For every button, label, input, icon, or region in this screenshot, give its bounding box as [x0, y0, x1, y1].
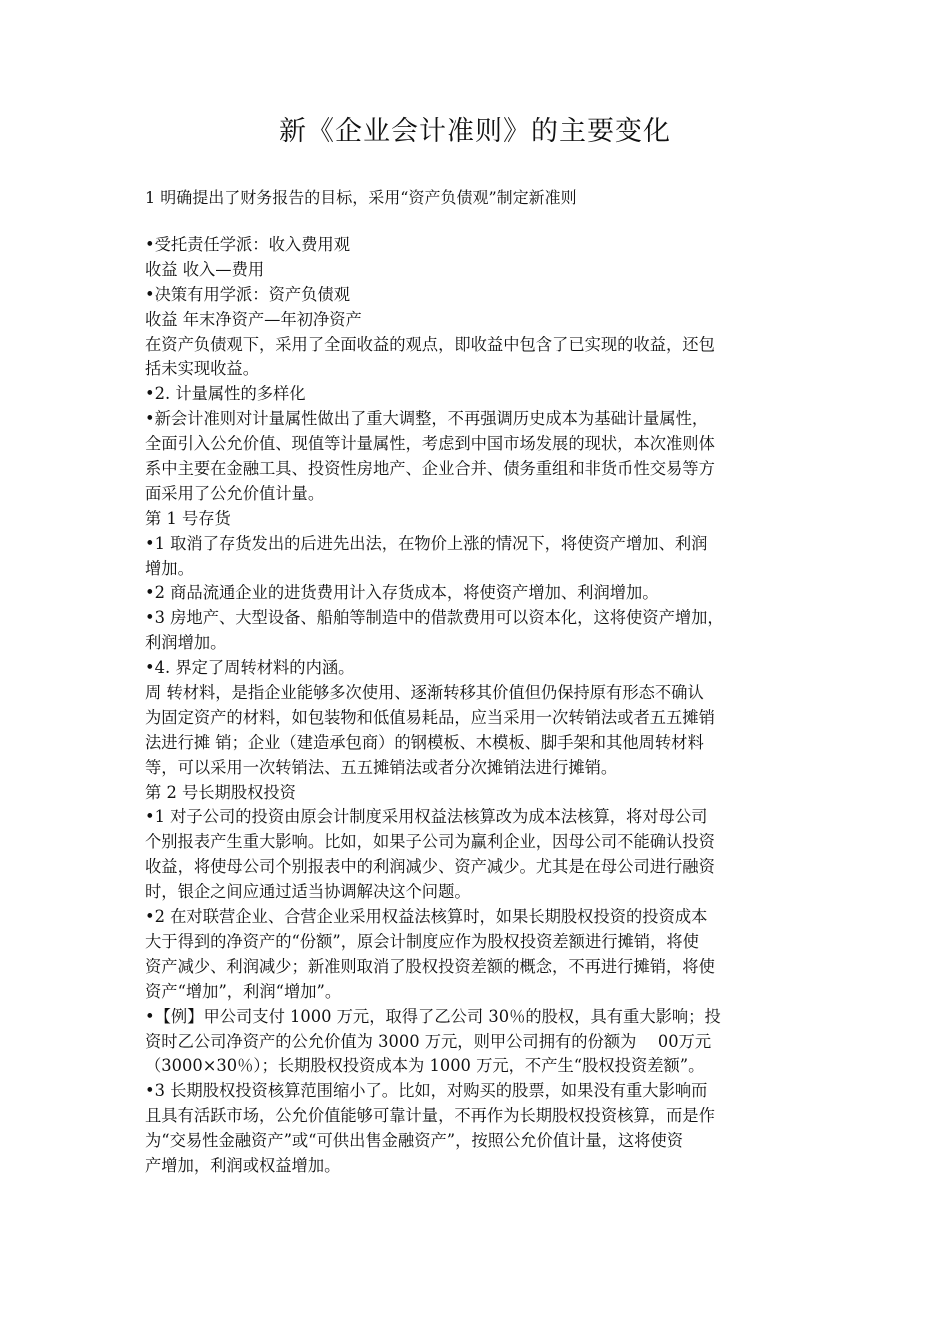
text-line: 收益 收入—费用 — [145, 259, 265, 279]
text-line: •2 商品流通企业的进货费用计入存货成本，将使资产增加、利润增加。 — [145, 583, 659, 603]
text-line: 个别报表产生重大影响。比如，如果子公司为赢利企业，因母公司不能确认投资 — [145, 832, 715, 852]
text-line: 收益，将使母公司个别报表中的利润减少、资产减少。尤其是在母公司进行融资 — [145, 857, 715, 877]
text-line: 为固定资产的材料，如包装物和低值易耗品，应当采用一次转销法或者五五摊销 — [145, 707, 715, 727]
text-line: 周 转材料，是指企业能够多次使用、逐渐转移其价值但仍保持原有形态不确认 — [145, 683, 704, 703]
document-body — [145, 233, 810, 1179]
text-line: 大于得到的净资产的“份额”，原会计制度应作为股权投资差额进行摊销，将使 — [145, 931, 699, 951]
text-line: •2. 计量属性的多样化 — [145, 384, 306, 404]
text-line: •1 取消了存货发出的后进先出法，在物价上涨的情况下，将使资产增加、利润 — [145, 533, 708, 553]
text-line: （3000×30％）；长期股权投资成本为 1000 万元，不产生“股权投资差额”。 — [145, 1056, 705, 1076]
text-line: 全面引入公允价值、现值等计量属性，考虑到中国市场发展的现状，本次准则体 — [145, 434, 715, 454]
text-line: •3 房地产、大型设备、船舶等制造中的借款费用可以资本化，这将使资产增加， — [145, 608, 724, 628]
text-line: 利润增加。 — [145, 633, 227, 653]
text-line: 第 1 号存货 — [145, 508, 231, 528]
text-line: •受托责任学派：收入费用观 — [145, 235, 350, 254]
text-line: 资时乙公司净资产的公允价值为 3000 万元，则甲公司拥有的份额为 00万元 — [145, 1031, 712, 1051]
text-line: •3 长期股权投资核算范围缩小了。比如，对购买的股票，如果没有重大影响而 — [145, 1081, 708, 1101]
text-line: 为“交易性金融资产”或“可供出售金融资产”，按照公允价值计量，这将使资 — [145, 1131, 684, 1151]
text-line: 括未实现收益。 — [145, 359, 259, 379]
text-line: 面采用了公允价值计量。 — [145, 483, 325, 503]
text-line: 产增加，利润或权益增加。 — [145, 1155, 341, 1175]
text-line: 且具有活跃市场，公允价值能够可靠计量，不再作为长期股权投资核算，而是作 — [145, 1106, 715, 1126]
text-line: 系中主要在金融工具、投资性房地产、企业合并、债务重组和非货币性交易等方 — [145, 459, 715, 479]
text-line: •4. 界定了周转材料的内涵。 — [145, 658, 355, 678]
document-title: 新《企业会计准则》的主要变化 — [279, 116, 671, 147]
text-line: •【例】甲公司支付 1000 万元，取得了乙公司 30％的股权，具有重大影响；投 — [145, 1006, 721, 1026]
text-line: •2 在对联营企业、合营企业采用权益法核算时，如果长期股权投资的投资成本 — [145, 907, 708, 927]
text-line: •决策有用学派：资产负债观 — [145, 284, 350, 304]
document-subtitle: 1 明确提出了财务报告的目标，采用“资产负债观”制定新准则 — [145, 188, 577, 207]
text-line: •新会计准则对计量属性做出了重大调整，不再强调历史成本为基础计量属性， — [145, 409, 709, 429]
text-line: 资产减少、利润减少；新准则取消了股权投资差额的概念，不再进行摊销，将使 — [145, 956, 715, 976]
text-line: 资产“增加”，利润“增加”。 — [145, 981, 342, 1001]
text-line: 第 2 号长期股权投资 — [145, 782, 296, 802]
text-line: 在资产负债观下，采用了全面收益的观点，即收益中包含了已实现的收益，还包 — [145, 334, 715, 354]
text-line: 等，可以采用一次转销法、五五摊销法或者分次摊销法进行摊销。 — [145, 757, 618, 777]
text-line: •1 对子公司的投资由原会计制度采用权益法核算改为成本法核算，将对母公司 — [145, 807, 708, 827]
text-line: 增加。 — [145, 558, 194, 578]
text-line: 时，银企之间应通过适当协调解决这个问题。 — [145, 882, 471, 902]
text-line: 收益 年末净资产—年初净资产 — [145, 309, 362, 329]
text-line: 法进行摊 销；企业（建造承包商）的钢模板、木模板、脚手架和其他周转材料 — [145, 732, 704, 752]
